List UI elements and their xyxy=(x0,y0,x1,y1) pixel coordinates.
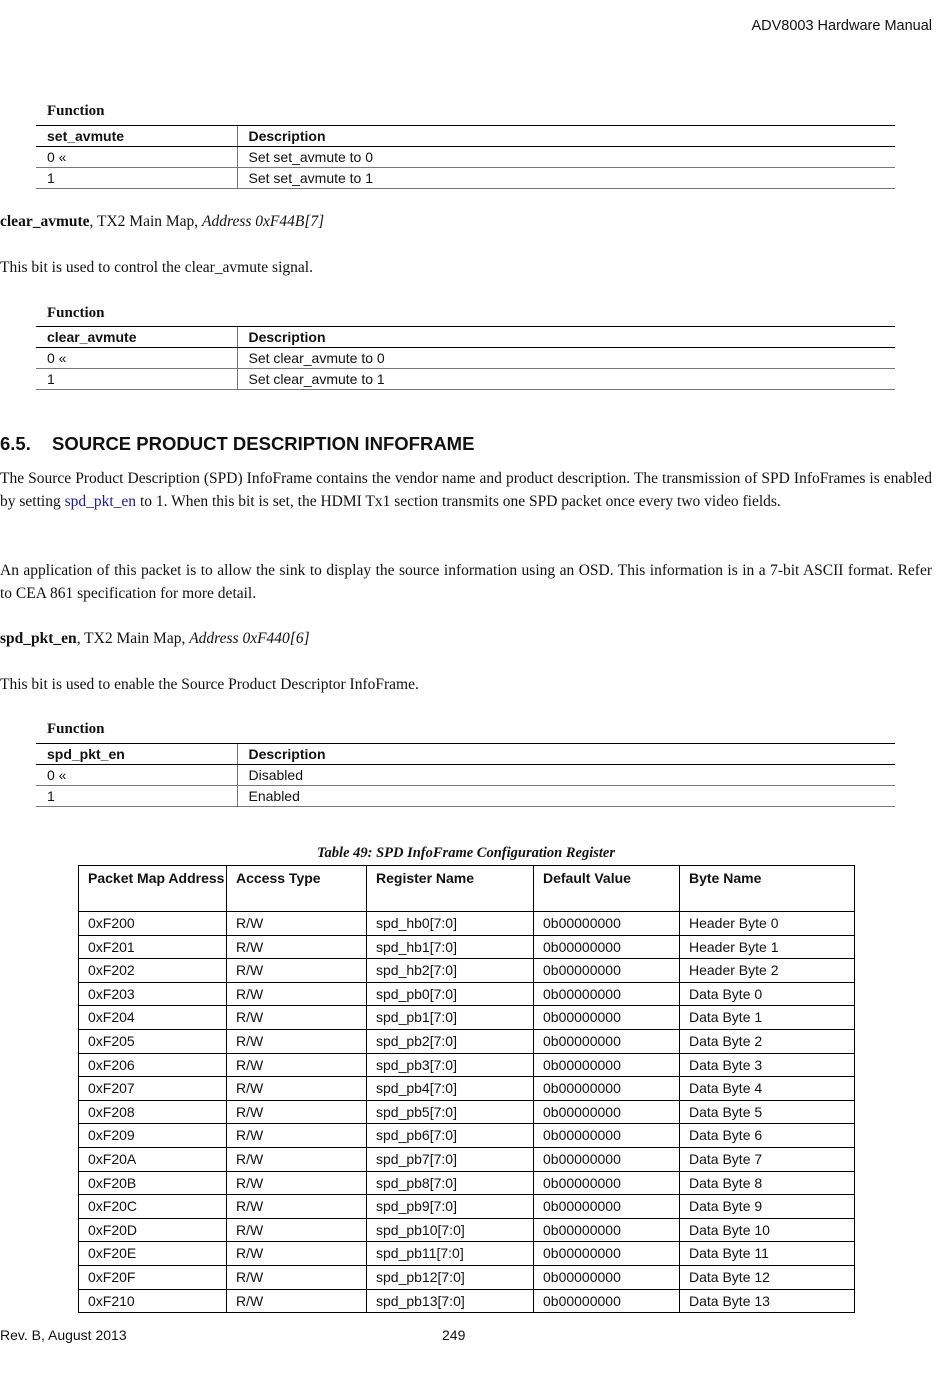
table-cell: 0xF20F xyxy=(79,1265,227,1289)
document-header-title: ADV8003 Hardware Manual xyxy=(751,18,932,34)
table-cell: 0b00000000 xyxy=(534,1265,680,1289)
table-cell: Data Byte 6 xyxy=(680,1124,855,1148)
table-cell: spd_pb11[7:0] xyxy=(367,1242,534,1266)
table-cell: 0b00000000 xyxy=(534,1147,680,1171)
clear-avmute-function-table xyxy=(36,326,895,390)
table-cell: R/W xyxy=(227,935,367,959)
table-header-cell: Packet Map Address xyxy=(79,866,227,912)
table-cell: 0b00000000 xyxy=(534,1053,680,1077)
section-heading xyxy=(0,433,474,455)
table-cell: 0b00000000 xyxy=(534,1242,680,1266)
table-cell: R/W xyxy=(227,1006,367,1030)
table-cell: spd_pb5[7:0] xyxy=(367,1100,534,1124)
table-row xyxy=(79,1195,855,1219)
table-cell: 0b00000000 xyxy=(534,1029,680,1053)
table-cell: 1 xyxy=(36,786,237,807)
register-name: spd_pkt_en xyxy=(0,630,77,647)
table-cell: 0xF207 xyxy=(79,1077,227,1101)
table-cell: 0xF20C xyxy=(79,1195,227,1219)
table-cell: Header Byte 0 xyxy=(680,912,855,936)
table-row xyxy=(79,1077,855,1101)
register-name: clear_avmute xyxy=(0,213,90,230)
table-cell: 0 « xyxy=(36,348,237,369)
table-cell: Data Byte 9 xyxy=(680,1195,855,1219)
table-cell: 0b00000000 xyxy=(534,1289,680,1313)
function-label: Function xyxy=(47,305,105,321)
table-cell: 0xF209 xyxy=(79,1124,227,1148)
spd-infoframe-register-table xyxy=(78,865,855,1313)
table-cell: spd_hb1[7:0] xyxy=(367,935,534,959)
table-cell: Data Byte 7 xyxy=(680,1147,855,1171)
table-cell: 0xF20A xyxy=(79,1147,227,1171)
table-header-row xyxy=(36,327,895,348)
table-cell: Header Byte 1 xyxy=(680,935,855,959)
table-cell: 0 « xyxy=(36,147,237,168)
table-cell: R/W xyxy=(227,1147,367,1171)
table-cell: Enabled xyxy=(237,786,895,807)
table-cell: spd_pb6[7:0] xyxy=(367,1124,534,1148)
table-cell: R/W xyxy=(227,1124,367,1148)
table-cell: spd_pb4[7:0] xyxy=(367,1077,534,1101)
table-cell: Data Byte 0 xyxy=(680,982,855,1006)
table-cell: Data Byte 4 xyxy=(680,1077,855,1101)
table-row xyxy=(36,369,895,390)
table-cell: R/W xyxy=(227,1171,367,1195)
table-cell: R/W xyxy=(227,1029,367,1053)
table-row xyxy=(79,1171,855,1195)
table-row xyxy=(79,1100,855,1124)
table-cell: 0b00000000 xyxy=(534,1171,680,1195)
table-row xyxy=(36,168,895,189)
table-cell: R/W xyxy=(227,1053,367,1077)
table-body xyxy=(79,912,855,1313)
table-header-cell: Byte Name xyxy=(680,866,855,912)
table-cell: 0b00000000 xyxy=(534,959,680,983)
table-cell: Data Byte 5 xyxy=(680,1100,855,1124)
table-row xyxy=(36,348,895,369)
table-header-cell: set_avmute xyxy=(36,126,237,147)
spd-pkt-en-register-heading xyxy=(0,627,932,650)
table-cell: spd_pb7[7:0] xyxy=(367,1147,534,1171)
table-row xyxy=(79,1289,855,1313)
paragraph-text: The Source Product Description (SPD) InfoFrame contains the vendor name and product description. The transmission of SPD InfoFrames is enabled by setting xyxy=(0,470,932,510)
table-cell: Set set_avmute to 0 xyxy=(237,147,895,168)
table-cell: 0b00000000 xyxy=(534,1006,680,1030)
table-cell: 0xF20D xyxy=(79,1218,227,1242)
section-paragraph-1 xyxy=(0,467,932,513)
table-header-cell: Description xyxy=(237,744,895,765)
table-cell: 0b00000000 xyxy=(534,982,680,1006)
register-map: , TX2 Main Map, xyxy=(89,213,203,230)
table-row xyxy=(79,959,855,983)
table-cell: Data Byte 3 xyxy=(680,1053,855,1077)
table-cell: Set clear_avmute to 0 xyxy=(237,348,895,369)
table-cell: 0xF202 xyxy=(79,959,227,983)
table-cell: 0xF205 xyxy=(79,1029,227,1053)
table-header-cell: spd_pkt_en xyxy=(36,744,237,765)
table-header-cell: clear_avmute xyxy=(36,327,237,348)
table-cell: Data Byte 1 xyxy=(680,1006,855,1030)
table-cell: 0xF204 xyxy=(79,1006,227,1030)
table-row xyxy=(36,147,895,168)
table-row xyxy=(79,935,855,959)
table-cell: R/W xyxy=(227,912,367,936)
table-cell: Data Byte 13 xyxy=(680,1289,855,1313)
table-cell: spd_hb2[7:0] xyxy=(367,959,534,983)
table-row xyxy=(36,765,895,786)
table-cell: 0xF203 xyxy=(79,982,227,1006)
table-cell: 0xF206 xyxy=(79,1053,227,1077)
table-cell: 0xF210 xyxy=(79,1289,227,1313)
table-header-cell: Access Type xyxy=(227,866,367,912)
table-cell: 0b00000000 xyxy=(534,1077,680,1101)
table-cell: R/W xyxy=(227,1242,367,1266)
table-cell: 0b00000000 xyxy=(534,1124,680,1148)
table-row xyxy=(79,1124,855,1148)
table-row xyxy=(79,982,855,1006)
table-cell: R/W xyxy=(227,1100,367,1124)
table-cell: R/W xyxy=(227,1218,367,1242)
table-cell: Header Byte 2 xyxy=(680,959,855,983)
table-cell: 0xF20B xyxy=(79,1171,227,1195)
table-cell: Set set_avmute to 1 xyxy=(237,168,895,189)
table-header-cell: Register Name xyxy=(367,866,534,912)
table-cell: 0 « xyxy=(36,765,237,786)
table-header-cell: Description xyxy=(237,126,895,147)
table-cell: R/W xyxy=(227,1289,367,1313)
table-cell: 0b00000000 xyxy=(534,935,680,959)
table-cell: R/W xyxy=(227,1077,367,1101)
register-address: Address 0xF440[6] xyxy=(189,630,310,647)
spd-pkt-en-description: This bit is used to enable the Source Product Descriptor InfoFrame. xyxy=(0,676,419,693)
table-cell: 0xF201 xyxy=(79,935,227,959)
paragraph-text: to 1. When this bit is set, the HDMI Tx1 section transmits one SPD packet once every two video fields. xyxy=(136,493,781,510)
table-cell: 0b00000000 xyxy=(534,1195,680,1219)
table-header-row xyxy=(36,126,895,147)
table-header-row xyxy=(79,866,855,912)
table-cell: Data Byte 8 xyxy=(680,1171,855,1195)
table-row xyxy=(79,1053,855,1077)
table-cell: spd_hb0[7:0] xyxy=(367,912,534,936)
clear-avmute-description: This bit is used to control the clear_avmute signal. xyxy=(0,259,313,276)
table-cell: 0b00000000 xyxy=(534,912,680,936)
section-title: SOURCE PRODUCT DESCRIPTION INFOFRAME xyxy=(52,433,475,454)
section-number: 6.5. xyxy=(0,433,31,454)
function-label: Function xyxy=(47,721,105,737)
table-cell: R/W xyxy=(227,1265,367,1289)
table-cell: spd_pb13[7:0] xyxy=(367,1289,534,1313)
spd-pkt-en-link[interactable]: spd_pkt_en xyxy=(64,493,137,510)
table-cell: 1 xyxy=(36,369,237,390)
section-paragraph-2: An application of this packet is to allow the sink to display the source information using an OSD. This information is in a 7-bit ASCII format. Refer to CEA 861 specification for more detail. xyxy=(0,562,932,602)
spd-pkt-en-function-table xyxy=(36,743,895,807)
table-cell: Data Byte 10 xyxy=(680,1218,855,1242)
table-cell: spd_pb2[7:0] xyxy=(367,1029,534,1053)
table-cell: R/W xyxy=(227,982,367,1006)
clear-avmute-register-heading xyxy=(0,210,932,233)
table-caption: Table 49: SPD InfoFrame Configuration Register xyxy=(317,845,615,861)
table-cell: spd_pb3[7:0] xyxy=(367,1053,534,1077)
table-cell: spd_pb0[7:0] xyxy=(367,982,534,1006)
register-map: , TX2 Main Map, xyxy=(76,630,190,647)
table-row xyxy=(79,1265,855,1289)
table-cell: Set clear_avmute to 1 xyxy=(237,369,895,390)
table-cell: spd_pb9[7:0] xyxy=(367,1195,534,1219)
table-cell: R/W xyxy=(227,959,367,983)
table-cell: Data Byte 11 xyxy=(680,1242,855,1266)
footer-revision: Rev. B, August 2013 xyxy=(0,1327,127,1343)
table-row xyxy=(79,912,855,936)
table-header-cell: Default Value xyxy=(534,866,680,912)
table-row xyxy=(79,1218,855,1242)
table-row xyxy=(79,1242,855,1266)
table-cell: 0b00000000 xyxy=(534,1100,680,1124)
table-header-row xyxy=(36,744,895,765)
table-cell: Data Byte 2 xyxy=(680,1029,855,1053)
table-cell: spd_pb10[7:0] xyxy=(367,1218,534,1242)
table-cell: spd_pb12[7:0] xyxy=(367,1265,534,1289)
table-cell: 0xF200 xyxy=(79,912,227,936)
table-row xyxy=(36,786,895,807)
table-cell: Disabled xyxy=(237,765,895,786)
table-cell: 0xF20E xyxy=(79,1242,227,1266)
table-header-cell: Description xyxy=(237,327,895,348)
table-cell: 0b00000000 xyxy=(534,1218,680,1242)
table-row xyxy=(79,1029,855,1053)
table-cell: 1 xyxy=(36,168,237,189)
table-cell: 0xF208 xyxy=(79,1100,227,1124)
table-cell: Data Byte 12 xyxy=(680,1265,855,1289)
table-row xyxy=(79,1006,855,1030)
register-address: Address 0xF44B[7] xyxy=(202,213,325,230)
table-cell: spd_pb1[7:0] xyxy=(367,1006,534,1030)
footer-page-number: 249 xyxy=(442,1327,466,1343)
table-cell: spd_pb8[7:0] xyxy=(367,1171,534,1195)
set-avmute-function-table xyxy=(36,125,895,189)
table-row xyxy=(79,1147,855,1171)
function-label: Function xyxy=(47,103,105,119)
table-cell: R/W xyxy=(227,1195,367,1219)
